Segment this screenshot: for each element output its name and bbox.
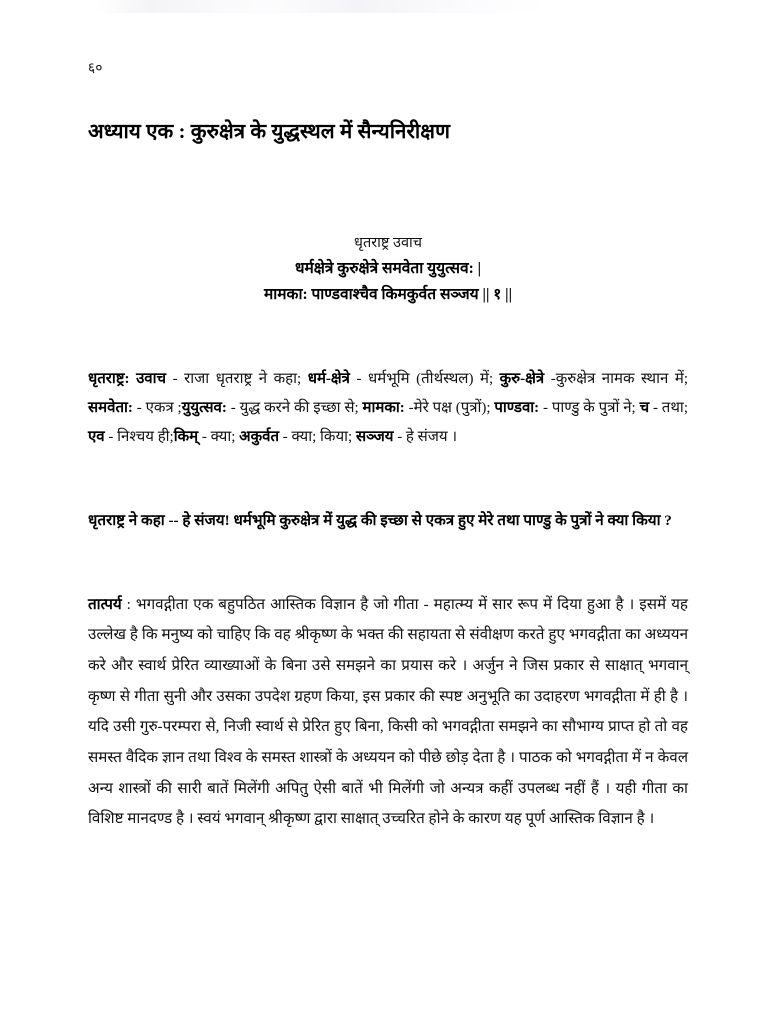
page-content-column [88, 0, 688, 850]
glossary-definition: -मेरे पक्ष (पुत्रों); [404, 399, 495, 416]
glossary-definition: - धर्मभूमि (तीर्थस्थल) में; [349, 370, 500, 387]
glossary-definition: - तथा; [649, 399, 688, 416]
word-by-word-glossary [88, 365, 688, 451]
glossary-term: पाण्डवा: [494, 399, 540, 416]
glossary-term: समवेता: [88, 399, 133, 416]
glossary-definition: - निश्चय ही; [104, 428, 174, 445]
verse-speaker-line: धृतराष्ट्र उवाच [354, 234, 422, 251]
purport-label: तात्पर्य [88, 595, 122, 613]
verse-translation: धृतराष्ट्र ने कहा -- हे संजय! धर्मभूमि कुरुक्षेत्र में युद्ध की इच्छा से एकत्र हुए मेरे तथा पाण्डु के पुत्रों ने क्या किया ? [88, 512, 672, 530]
glossary-term: किम् [173, 428, 199, 445]
glossary-term: सञ्जय [355, 428, 394, 445]
glossary-term: कुरु-क्षेत्रे [499, 370, 545, 387]
glossary-definition: - राजा धृतराष्ट्र ने कहा; [166, 370, 308, 387]
folio-page-number: ६० [88, 60, 103, 75]
purport-text: भगवद्गीता एक बहुपठित आस्तिक विज्ञान है जो गीता - महात्म्य में सार रूप में दिया हुआ है । इसमें यह उल्लेख है कि मनुष्य को चाहिए कि वह श्रीकृष्ण के भक्त की सहायता से संवीक्षण करते हुए भगवद्गीता का अध्ययन करे और स्वार्थ प्रेरित व्याख्याओं के बिना उसे समझने का प्रयास करे । अर्जुन ने जिस प्रकार से साक्षात् भगवान् कृष्ण से गीता सुनी और उसका उपदेश ग्रहण किया, इस प्रकार की स्पष्ट अनुभूति का उदाहरण भगवद्गीता में ही है । यदि उसी गुरु-परम्परा से, निजी स्वार्थ से प्रेरित हुए बिना, किसी को भगवद्गीता समझने का सौभाग्य प्राप्त हो तो वह समस्त वैदिक ज्ञान तथा विश्व के समस्त शास्त्रों के अध्ययन को पीछे छोड़ देता है । पाठक को भगवद्गीता में न केवल अन्य शास्त्रों की सारी बातें मिलेंगी अपितु ऐसी बातें भी मिलेंगी जो अन्यत्र कहीं उपलब्ध नहीं हैं । यही गीता का विशिष्ट मानदण्ड है । स्वयं भगवान् श्रीकृष्ण द्वारा साक्षात् उच्चरित होने के कारण यह पूर्ण आस्तिक विज्ञान है । [88, 595, 688, 828]
glossary-term: मामका: [362, 399, 405, 416]
sanskrit-verse-block [88, 231, 688, 309]
glossary-term: धर्म-क्षेत्रे [307, 370, 350, 387]
glossary-definition: - युद्ध करने की इच्छा से; [226, 399, 363, 416]
verse-line-1: धर्मक्षेत्रे कुरुक्षेत्रे समवेता युयुत्सव: | [294, 259, 482, 277]
glossary-definition: - हे संजय । [393, 428, 458, 445]
glossary-term: युयुत्सव: [181, 399, 227, 416]
glossary-term: एव [88, 428, 105, 445]
glossary-term: अकुर्वत [239, 428, 280, 445]
glossary-term: च [639, 399, 650, 416]
chapter-heading: अध्याय एक : कुरुक्षेत्र के युद्धस्थल में सैन्यनिरीक्षण [88, 121, 450, 143]
purport-separator: : [121, 595, 136, 613]
glossary-definition: -कुरुक्षेत्र नामक स्थान में; [544, 370, 689, 387]
purport-commentary [88, 590, 688, 836]
verse-line-2: मामका: पाण्डवाश्चैव किमकुर्वत सञ्जय || १ || [263, 286, 512, 304]
glossary-definition: - एकत्र ; [132, 399, 182, 416]
glossary-definition: - क्या; [198, 428, 240, 445]
glossary-definition: - पाण्डु के पुत्रों ने; [539, 399, 640, 416]
glossary-definition: - क्या; किया; [279, 428, 356, 445]
glossary-term: धृतराष्ट्र: उवाच [88, 370, 167, 387]
